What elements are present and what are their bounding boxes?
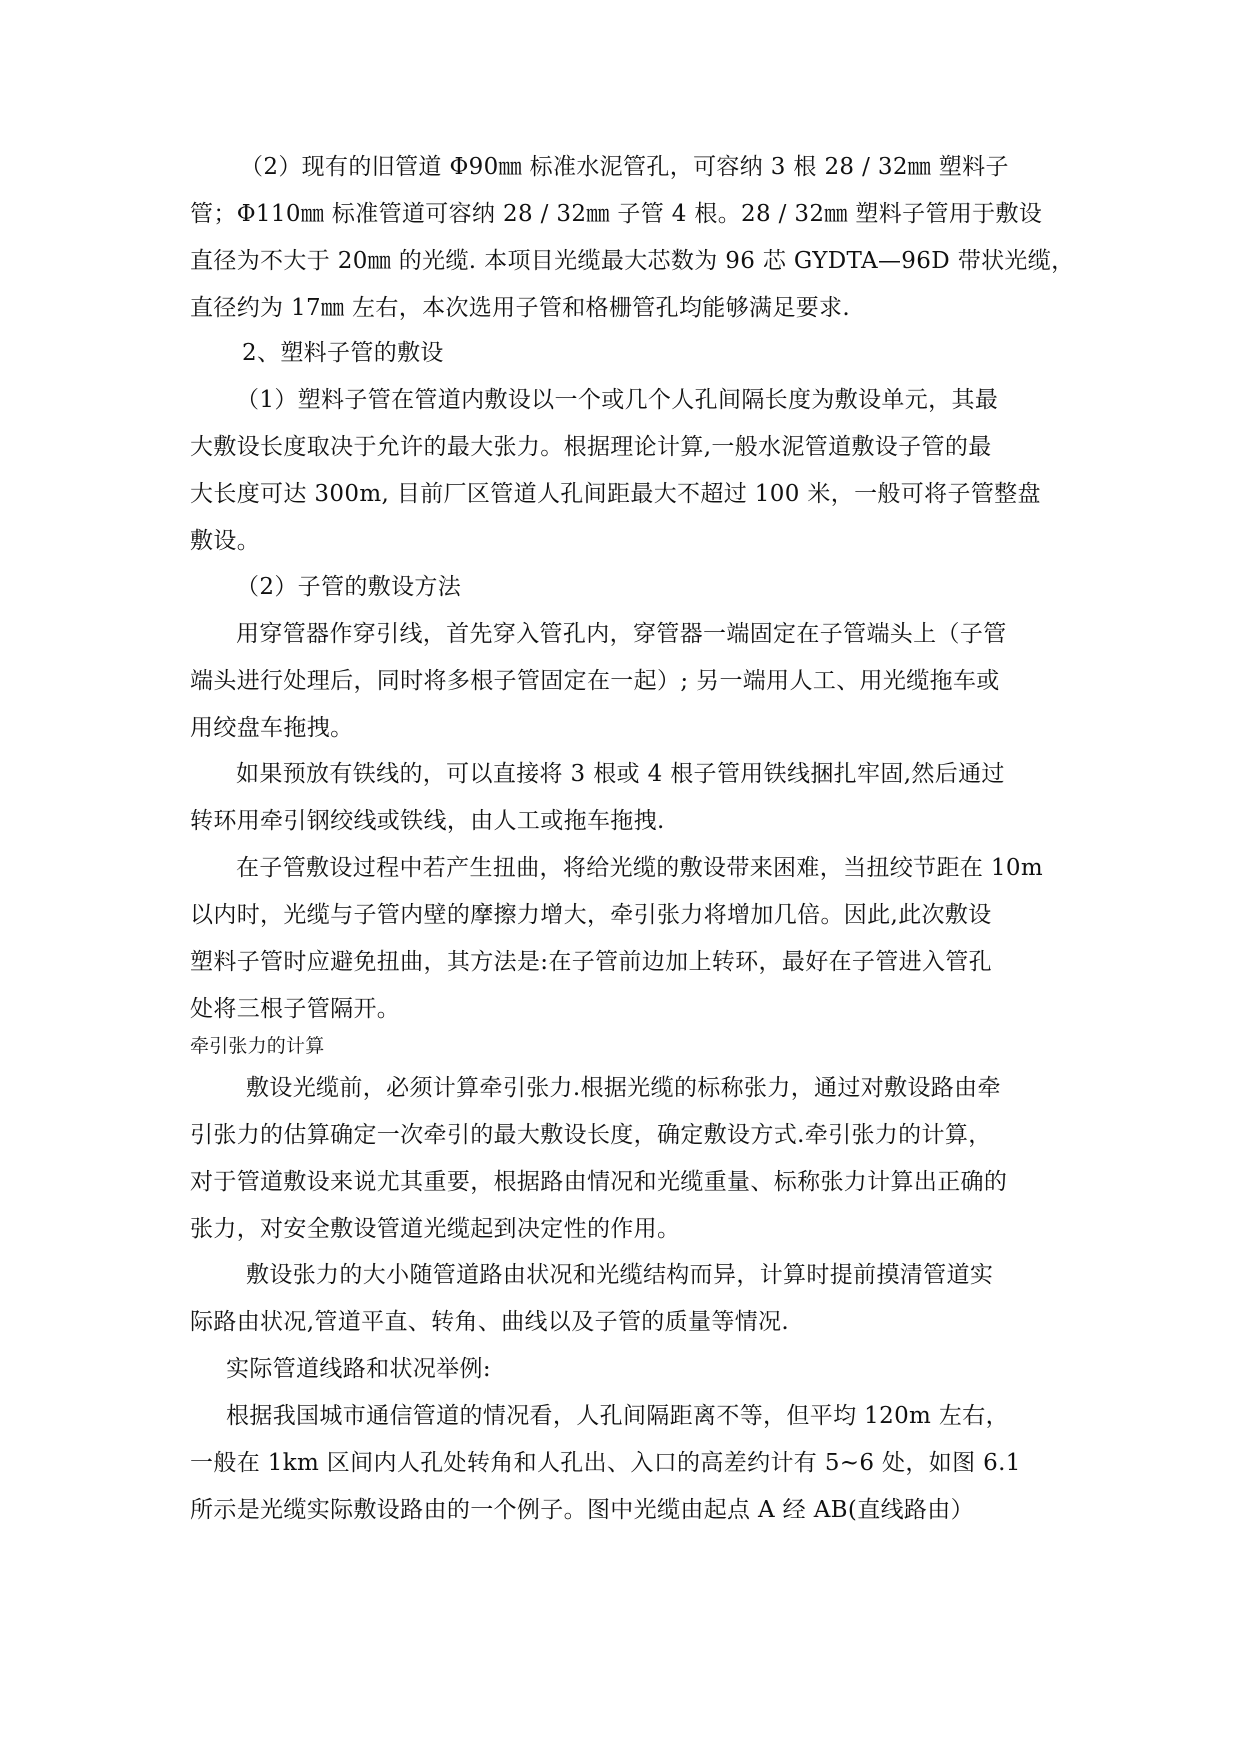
paragraph-line: 在子管敷设过程中若产生扭曲，将给光缆的敷设带来困难，当扭绞节距在 10m <box>236 855 1043 881</box>
section-heading: 2、塑料子管的敷设 <box>242 340 444 366</box>
paragraph-line: 大长度可达 300m, 目前厂区管道人孔间距最大不超过 100 米，一般可将子管整盘 <box>190 481 1041 507</box>
paragraph-line: 敷设。 <box>190 528 261 554</box>
paragraph-line: 塑料子管时应避免扭曲，其方法是:在子管前边加上转环，最好在子管进入管孔 <box>190 949 992 975</box>
paragraph-line: 用穿管器作穿引线，首先穿入管孔内，穿管器一端固定在子管端头上（子管 <box>236 621 1007 647</box>
paragraph-line: （2）现有的旧管道 Φ90㎜ 标准水泥管孔，可容纳 3 根 28 / 32㎜ 塑料子 <box>240 154 1009 180</box>
paragraph-line: 直径为不大于 20㎜ 的光缆. 本项目光缆最大芯数为 96 芯 GYDTA—96D 带状光缆， <box>190 248 1075 274</box>
example-heading: 实际管道线路和状况举例: <box>226 1356 491 1382</box>
paragraph-line: 管；Φ110㎜ 标准管道可容纳 28 / 32㎜ 子管 4 根。28 / 32㎜ 塑料子管用于敷设 <box>190 201 1043 227</box>
paragraph-line: 大敷设长度取决于允许的最大张力。根据理论计算,一般水泥管道敷设子管的最 <box>190 434 992 460</box>
paragraph-line: 一般在 1km 区间内人孔处转角和人孔出、入口的高差约计有 5~6 处，如图 6.1 <box>190 1450 1021 1476</box>
paragraph-line: 转环用牵引钢绞线或铁线，由人工或拖车拖拽. <box>190 808 665 834</box>
paragraph-line: 处将三根子管隔开。 <box>190 996 401 1022</box>
paragraph-line: 端头进行处理后，同时将多根子管固定在一起）; 另一端用人工、用光缆拖车或 <box>190 668 1000 694</box>
paragraph-line: 根据我国城市通信管道的情况看，人孔间隔距离不等，但平均 120m 左右， <box>226 1403 1009 1429</box>
subsection-heading: （2）子管的敷设方法 <box>236 574 462 600</box>
section-heading-traction: 牵引张力的计算 <box>190 1035 325 1057</box>
paragraph-line: 引张力的估算确定一次牵引的最大敷设长度，确定敷设方式.牵引张力的计算， <box>190 1122 992 1148</box>
paragraph-line: 用绞盘车拖拽。 <box>190 715 354 741</box>
paragraph-line: 直径约为 17㎜ 左右，本次选用子管和格栅管孔均能够满足要求. <box>190 295 851 321</box>
paragraph-line: 敷设张力的大小随管道路由状况和光缆结构而异，计算时提前摸清管道实 <box>246 1262 994 1288</box>
paragraph-line: 敷设光缆前，必须计算牵引张力.根据光缆的标称张力，通过对敷设路由牵 <box>246 1075 1001 1101</box>
paragraph-line: 对于管道敷设来说尤其重要，根据路由情况和光缆重量、标称张力计算出正确的 <box>190 1169 1008 1195</box>
paragraph-line: 如果预放有铁线的，可以直接将 3 根或 4 根子管用铁线捆扎牢固,然后通过 <box>236 761 1005 787</box>
paragraph-line: 际路由状况,管道平直、转角、曲线以及子管的质量等情况. <box>190 1309 790 1335</box>
paragraph-line: 张力，对安全敷设管道光缆起到决定性的作用。 <box>190 1216 681 1242</box>
paragraph-line: 以内时，光缆与子管内壁的摩擦力增大，牵引张力将增加几倍。因此,此次敷设 <box>190 902 992 928</box>
paragraph-line: 所示是光缆实际敷设路由的一个例子。图中光缆由起点 A 经 AB(直线路由） <box>190 1497 974 1523</box>
paragraph-line: （1）塑料子管在管道内敷设以一个或几个人孔间隔长度为敷设单元，其最 <box>236 387 999 413</box>
